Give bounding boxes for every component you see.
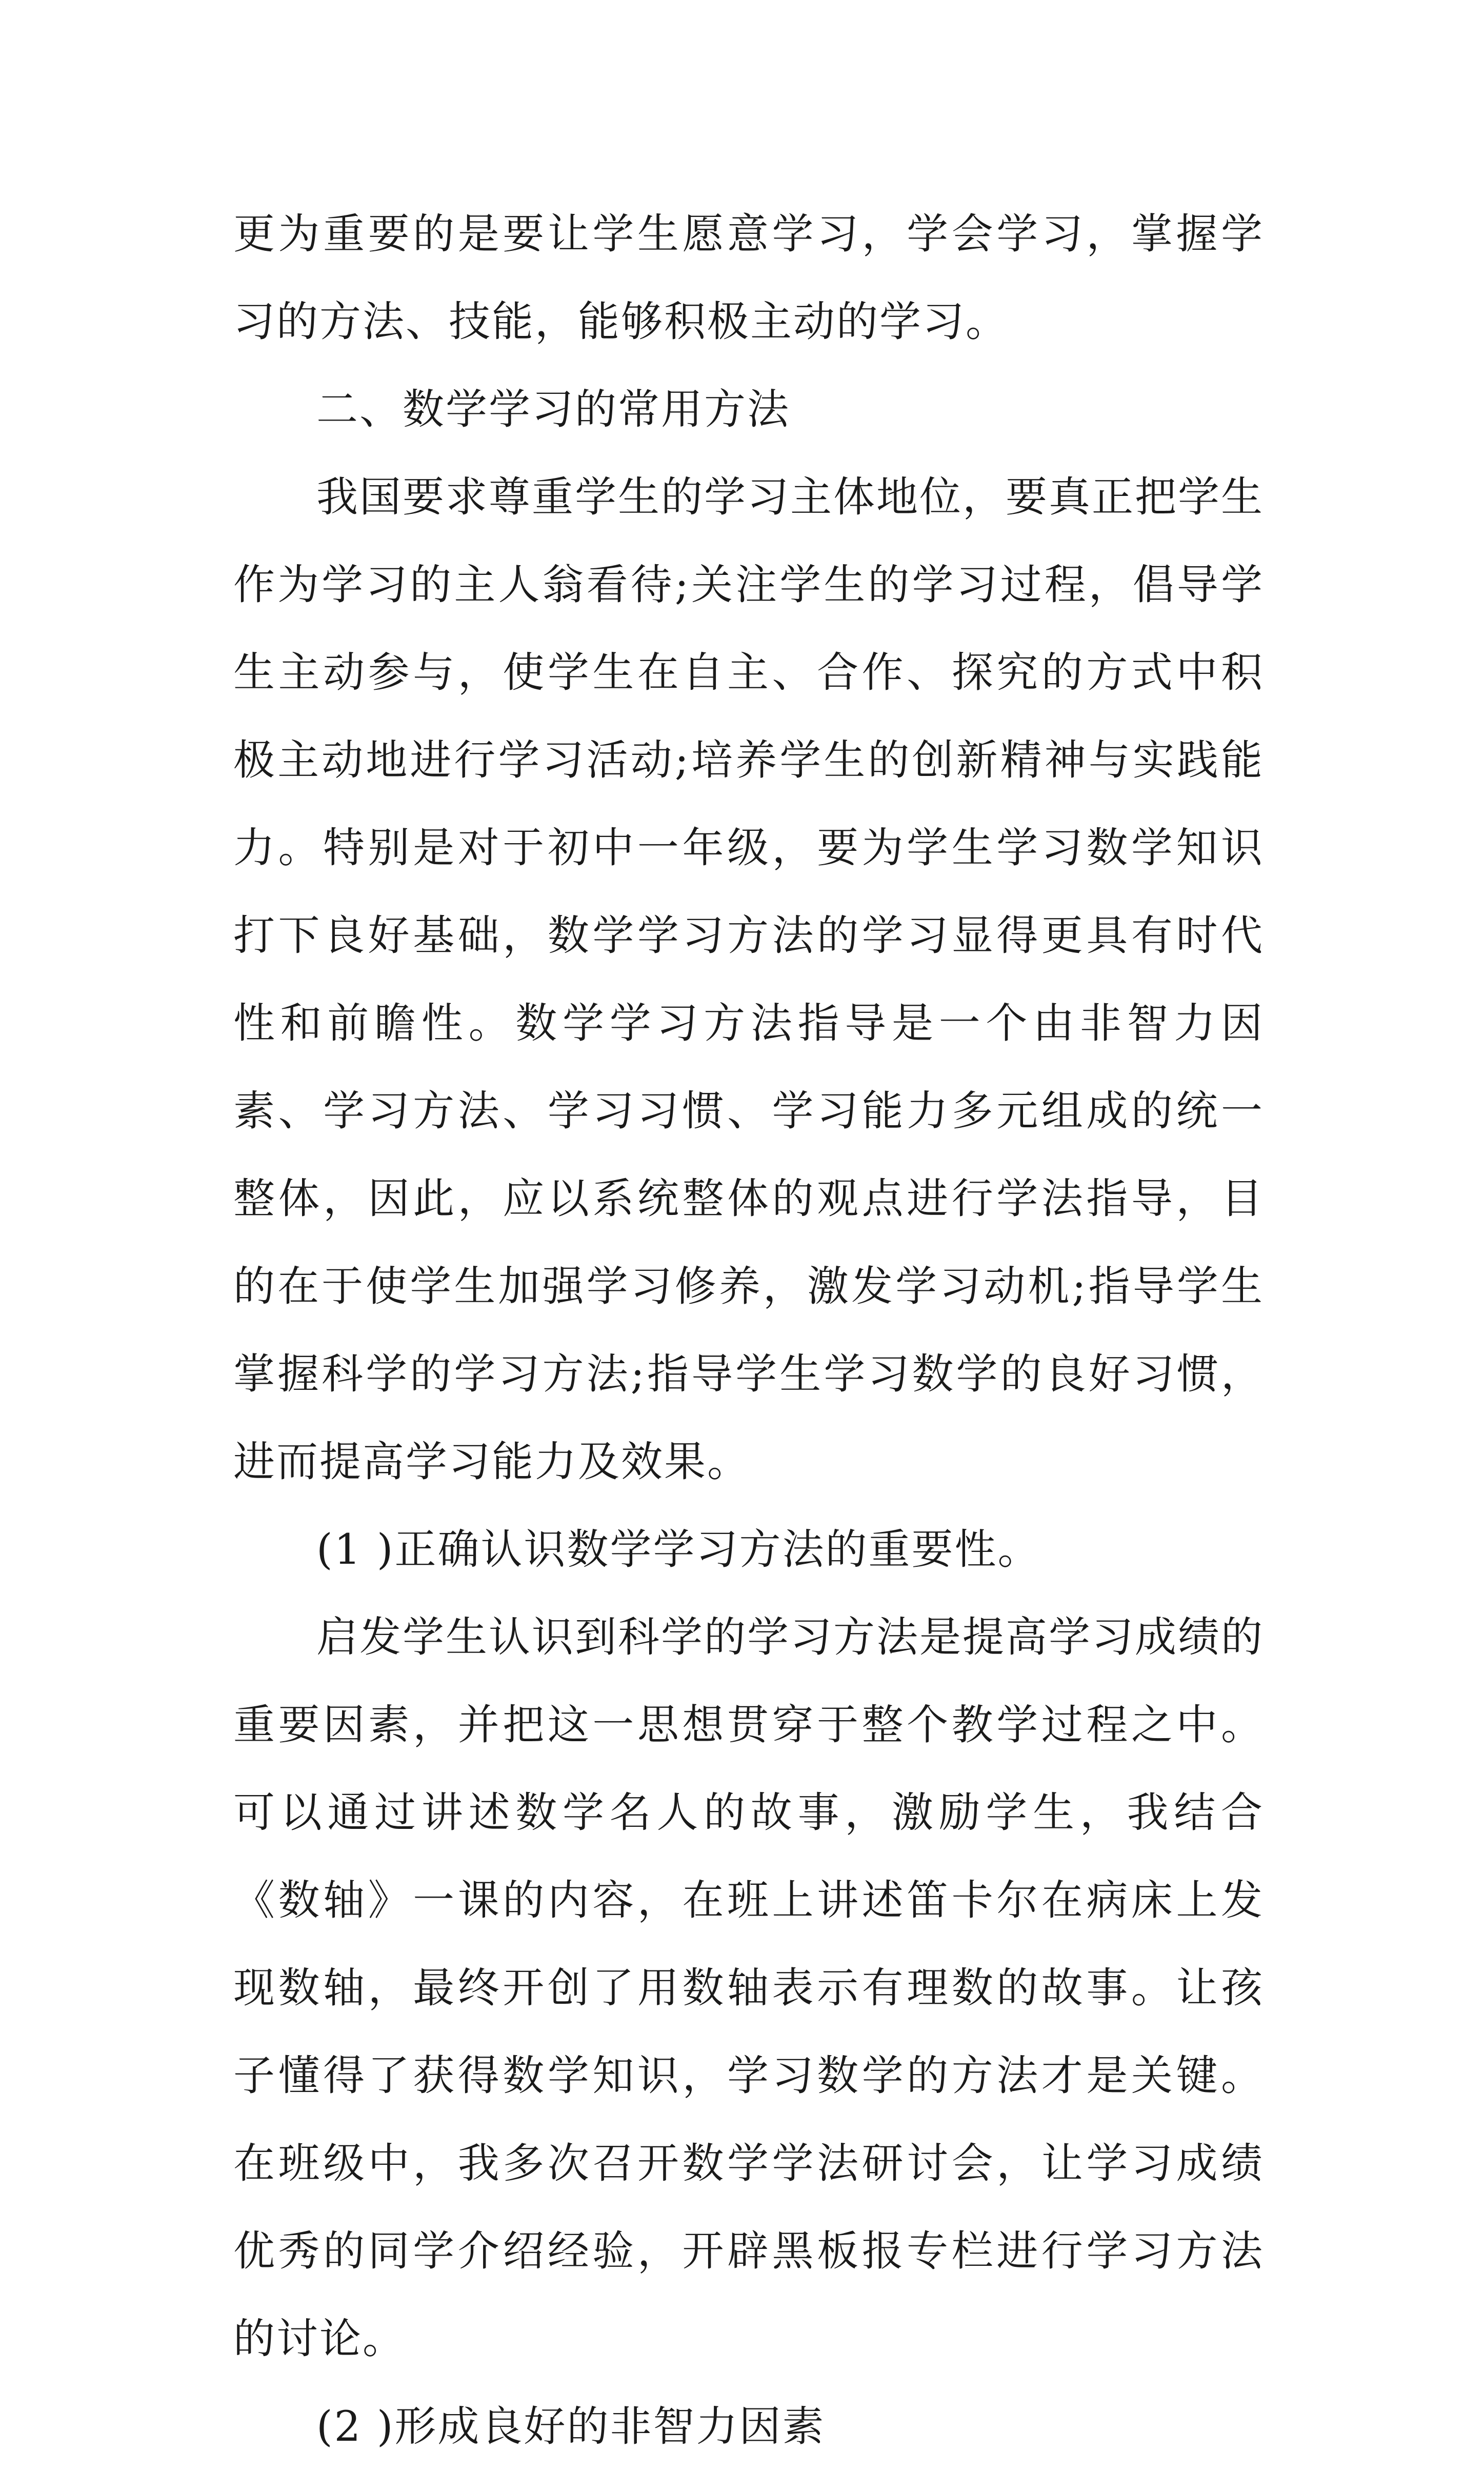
paragraph-continuation: 更为重要的是要让学生愿意学习，学会学习，掌握学习的方法、技能，能够积极主动的学习。 <box>233 210 1264 346</box>
paragraph-body: 启发学生认识到科学的学习方法是提高学习成绩的重要因素，并把这一思想贯穿于整个教学过程之中。可以通过讲述数学名人的故事，激励学生，我结合《数轴》一课的内容，在班上讲述笛卡尔在病床上发现数轴，最终开创了用数轴表示有理数的故事。让孩子懂得了获得数学知识，学习数学的方法才是关键。在班级中，我多次召开数学学法研讨会，让学习成绩优秀的同学介绍经验，开辟黑板报专栏进行学习方法的讨论。 <box>233 1613 1265 2363</box>
section-heading: 二、数学学习的常用方法 <box>316 386 791 434</box>
document-body <box>233 191 1264 2471</box>
subsection-heading: (1 )正确认识数学学习方法的重要性。 <box>316 1526 1041 1574</box>
paragraph-body: 我国要求尊重学生的学习主体地位，要真正把学生作为学习的主人翁看待;关注学生的学习过程，倡导学生主动参与，使学生在自主、合作、探究的方式中积极主动地进行学习活动;培养学生的创新精神与实践能力。特别是对于初中一年级，要为学生学习数学知识打下良好基础，数学学习方法的学习显得更具有时代性和前瞻性。数学学习方法指导是一个由非智力因素、学习方法、学习习惯、学习能力多元组成的统一整体，因此，应以系统整体的观点进行学法指导，目的在于使学生加强学习修养，激发学习动机;指导学生掌握科学的学习方法;指导学生学习数学的良好习惯，进而提高学习能力及效果。 <box>233 473 1265 1486</box>
subsection-heading: (2 )形成良好的非智力因素 <box>316 2403 826 2451</box>
